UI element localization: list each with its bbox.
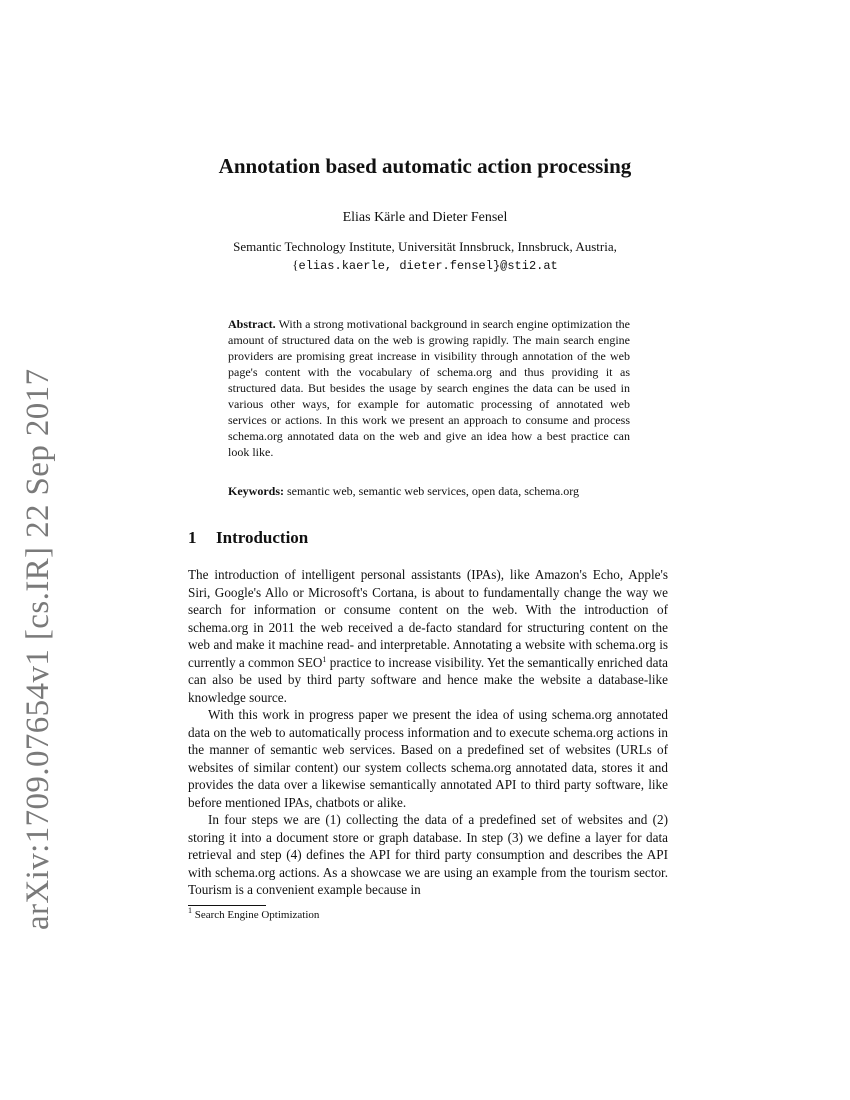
abstract-text: With a strong motivational background in search engine optimization the amount of structured data on the web is growing rapidly. The main search engine providers are promising great increase in visibility through annotation of the web page's content with the vocabulary of schema.org and thus providing it as structured data. But besides the usage by search engines the data can be used in various other ways, for example for automatic processing of annotated web services or actions. In this work we present an approach to consume and process schema.org annotated data on the web and give an idea how a best practice can look like. xyxy=(228,317,630,459)
email-brace-open: { xyxy=(292,257,299,272)
paper-title: Annotation based automatic action processing xyxy=(218,154,632,178)
paragraph-1 xyxy=(188,566,668,706)
section-heading-introduction xyxy=(188,528,308,548)
arxiv-id-text: arXiv:1709.07654v1 [cs.IR] 22 Sep 2017 xyxy=(20,368,56,930)
paragraph-1-text-b: practice to increase visibility. Yet the semantically enriched data can also be used by third party software and hence make the website a database-like knowledge source. xyxy=(188,654,668,705)
keywords-text: semantic web, semantic web services, open data, schema.org xyxy=(287,484,580,498)
paragraph-1-text-a: The introduction of intelligent personal assistants (IPAs), like Amazon's Echo, Apple's Siri, Google's Allo or Microsoft's Cortana, is about to fundamentally change the way we search for information or consume content on the web. With the introduction of schema.org in 2011 the web received a de-facto standard for structuring content on the web and make it machine read- and interpretable. Annotating a website with schema.org is currently a common SEO xyxy=(188,567,668,670)
paragraph-2: With this work in progress paper we present the idea of using schema.org annotated data on the web to automatically process information and to execute schema.org actions in the manner of semantic web services. Based on a predefined set of websites (URLs of websites of similar content) our system collects schema.org annotated data, stores it and provides the data over a likewise semantically annotated API to third party software, like before mentioned IPAs, chatbots or alike. xyxy=(188,707,668,810)
section-number: 1 xyxy=(188,528,197,547)
affiliation-block xyxy=(0,238,850,275)
footnote-1 xyxy=(188,906,320,921)
introduction-body xyxy=(188,566,668,899)
email-names: elias.kaerle, dieter.fensel xyxy=(298,259,493,273)
email-domain: }@sti2.at xyxy=(492,259,558,273)
abstract-label: Abstract. xyxy=(228,317,276,331)
footnote-text: Search Engine Optimization xyxy=(194,909,320,921)
author-list: Elias Kärle and Dieter Fensel xyxy=(342,210,508,225)
footnote-mark: 1 xyxy=(188,906,192,915)
institute-line: Semantic Technology Institute, Universität Innsbruck, Innsbruck, Austria, xyxy=(233,239,617,254)
footnote-divider xyxy=(188,905,266,906)
keywords xyxy=(228,483,648,499)
keywords-label: Keywords: xyxy=(228,484,284,498)
section-title: Introduction xyxy=(216,528,309,547)
footnote-ref-1[interactable]: 1 xyxy=(322,654,327,664)
paragraph-3: In four steps we are (1) collecting the data of a predefined set of websites and (2) storing it into a document store or graph database. In step (3) we define a layer for data retrieval and step (4) defines the API for third party consumption and describes the API with schema.org actions. As a showcase we are using an example from the tourism sector. Tourism is a convenient example because in xyxy=(188,812,668,897)
email-line xyxy=(0,256,850,275)
abstract xyxy=(228,316,630,460)
